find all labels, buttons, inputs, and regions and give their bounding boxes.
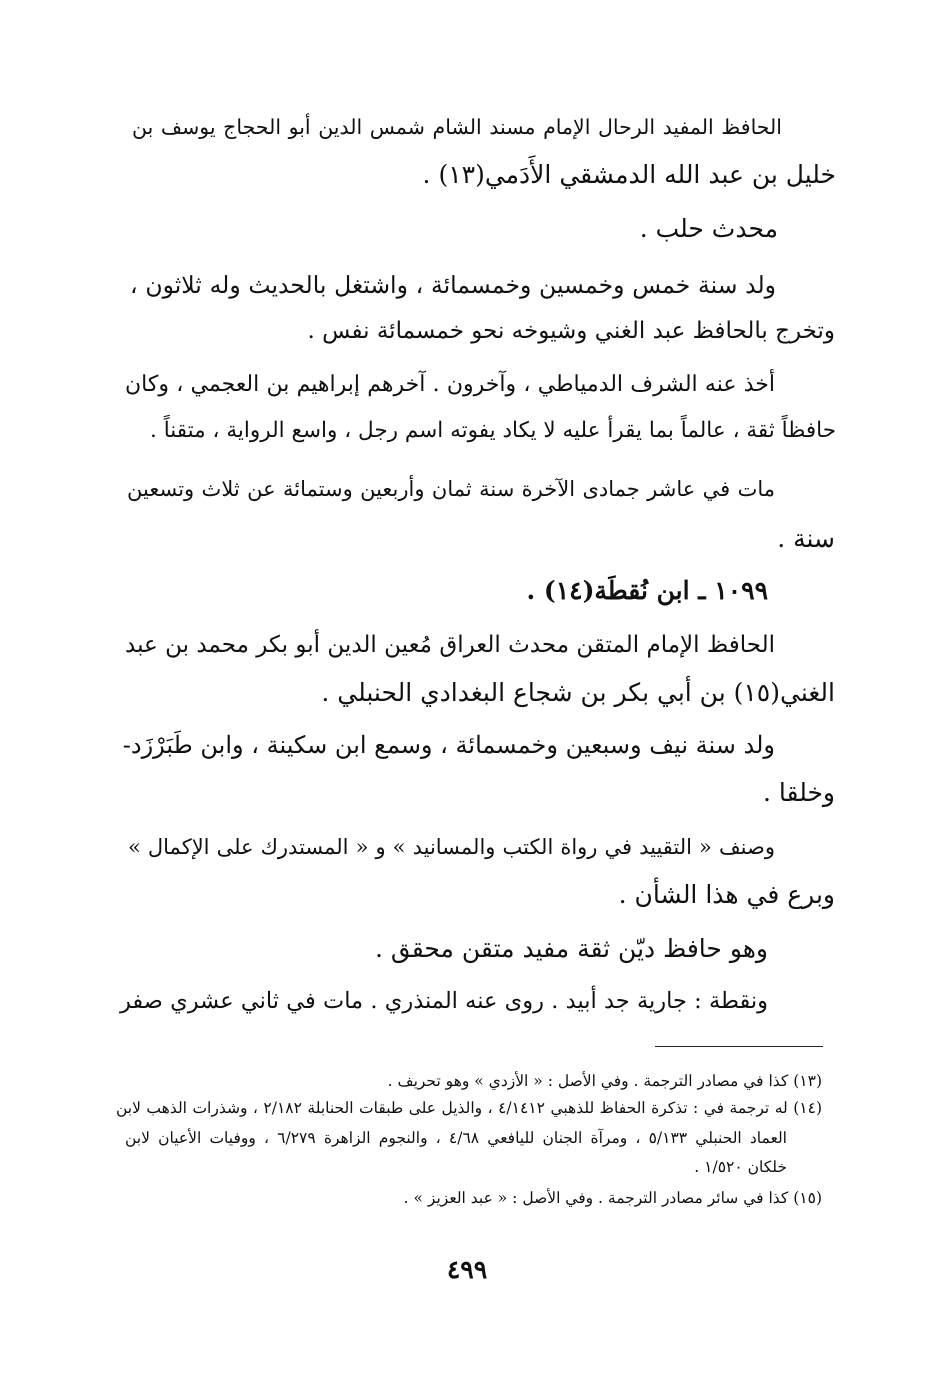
body-line: الحافظ المفيد الرحال الإمام مسند الشام شمس الدين أبو الحجاج يوسف بن <box>132 115 782 139</box>
body-line: خليل بن عبد الله الدمشقي الأَدَمي(١٣) . <box>422 160 836 189</box>
body-line: وهو حافظ ديّن ثقة مفيد متقن محقق . <box>375 934 768 963</box>
body-line: الحافظ الإمام المتقن محدث العراق مُعين الدين أبو بكر محمد بن عبد <box>125 632 775 658</box>
footnote: خلكان ١/٥٢٠ . <box>694 1158 787 1176</box>
body-line: ولد سنة خمس وخمسين وخمسمائة ، واشتغل بالحديث وله ثلاثون ، <box>130 271 776 299</box>
footnote: (١٥) كذا في سائر مصادر الترجمة . وفي الأصل : « عبد العزيز » . <box>403 1189 822 1207</box>
footnote-separator <box>655 1046 823 1047</box>
body-line: وتخرج بالحافظ عبد الغني وشيوخه نحو خمسمائة نفس . <box>307 318 835 344</box>
entry-heading: ١٠٩٩ ـ ابن نُقطَة(١٤) . <box>526 576 768 605</box>
body-line: أخذ عنه الشرف الدمياطي ، وآخرون . آخرهم إبراهيم بن العجمي ، وكان <box>125 372 775 397</box>
body-line: مات في عاشر جمادى الآخرة سنة ثمان وأربعين وستمائة عن ثلاث وتسعين <box>127 477 775 501</box>
body-line: ولد سنة نيف وسبعين وخمسمائة ، وسمع ابن سكينة ، وابن طَبَرْزَد- <box>122 731 775 759</box>
body-line: سنة . <box>777 524 835 553</box>
body-line: محدث حلب . <box>639 214 778 243</box>
body-line: الغني(١٥) بن أبي بكر بن شجاع البغدادي الحنبلي . <box>321 678 835 707</box>
body-line: وصنف « التقييد في رواة الكتب والمسانيد » و « المستدرك على الإكمال » <box>128 835 775 859</box>
footnote: العماد الحنبلي ٥/١٣٣ ، ومرآة الجنان لليافعي ٤/٦٨ ، والنجوم الزاهرة ٦/٢٧٩ ، ووفيات الأعيان لابن <box>125 1129 787 1147</box>
footnote: (١٤) له ترجمة في : تذكرة الحفاظ للذهبي ٤/١٤١٢ ، والذيل على طبقات الحنابلة ٢/١٨٢ ، وشذرات الذهب لابن <box>116 1099 822 1117</box>
body-line: حافظاً ثقة ، عالماً بما يقرأ عليه لا يكاد يفوته اسم رجل ، واسع الرواية ، متقناً . <box>150 418 836 443</box>
body-line: وخلقا . <box>763 778 835 807</box>
page-number: ٤٩٩ <box>446 1255 488 1284</box>
body-line: وبرع في هذا الشأن . <box>618 880 835 909</box>
footnote: (١٣) كذا في مصادر الترجمة . وفي الأصل : « الأزدي » وهو تحريف . <box>387 1072 822 1090</box>
body-line: ونقطة : جارية جد أبيد . روى عنه المنذري . مات في ثاني عشري صفر <box>120 988 768 1014</box>
